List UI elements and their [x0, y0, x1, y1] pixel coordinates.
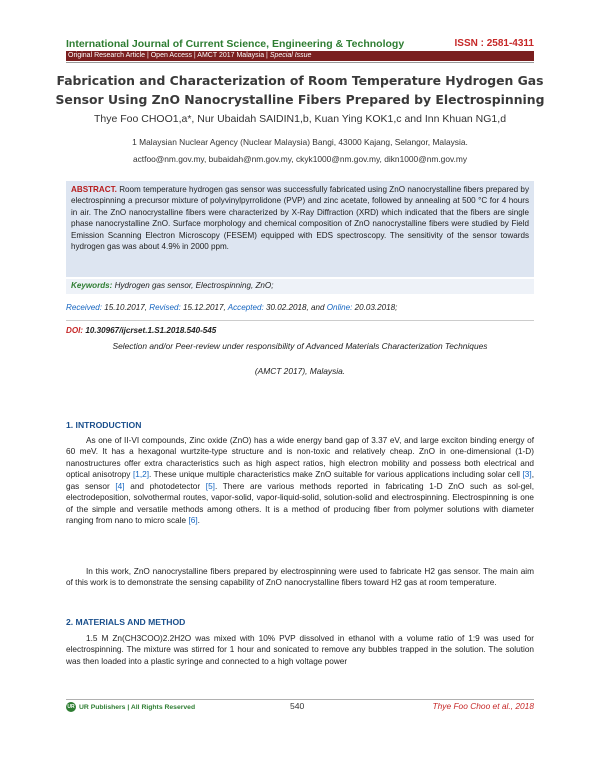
revised-date: 15.12.2017, — [180, 303, 226, 312]
abstract-text: Room temperature hydrogen gas sensor was successfully fabricated using ZnO nanocrystalline fibers prepared by electrospinning a precursor mixture of polyvinylpyrrolidone (PVP) and zinc acetate, followed by annealing at 500 °C for 4 hours in air. The ZnO nanocrystalline fibers were characterized by X-Ray Diffraction (XRD) which indicated that the fibers are single phase nanocrystalline ZnO. Surface morphology and chemical composition of ZnO nanocrystalline fibers were studied by Field Emission Scanning Electron Microscopy (FESEM) equipped with EDS spectroscopy. The sensitivity of the sensor towards hydrogen gas was about 4.9% in 2000 ppm. — [71, 185, 529, 252]
keywords-box — [66, 279, 534, 294]
intro-text-f: . — [197, 516, 200, 526]
methods-paragraph-1-text: 1.5 M Zn(CH3COO)2.2H2O was mixed with 10% PVP dissolved in ethanol with a volume ratio of 1:9 was used for electrospinning. The mixture was stirred for 1 hour and sonicated to remove any bubbles trapped in the solution. The solution was then loaded into a plastic syringe and connected to a high voltage power — [66, 634, 534, 666]
citation-1-2[interactable]: [1,2] — [132, 470, 150, 480]
publication-dates — [66, 303, 534, 312]
accepted-date: 30.02.2018, — [263, 303, 309, 312]
doi-label: DOI: — [66, 326, 84, 335]
methods-heading: 2. MATERIALS AND METHOD — [66, 617, 186, 627]
received-date: 15.10.2017, — [102, 303, 148, 312]
peer-review-note: Selection and/or Peer-review under responsibility of Advanced Materials Characterization Techniques — [112, 341, 488, 351]
intro-paragraph-1 — [66, 435, 534, 527]
abstract-box — [66, 181, 534, 277]
ribbon-main-text: Original Research Article | Open Access | AMCT 2017 Malaysia | — [68, 52, 270, 59]
citation-5[interactable]: [5] — [205, 481, 215, 491]
dates-and: and — [308, 303, 327, 312]
intro-text-b: . These unique multiple characteristics make ZnO suitable for various applications including solar cell — [149, 470, 523, 480]
publisher-logo-icon: UR — [67, 704, 75, 710]
article-type-ribbon — [66, 51, 534, 61]
revised-label: Revised: — [149, 303, 181, 312]
affiliation: 1 Malaysian Nuclear Agency (Nuclear Malaysia) Bangi, 43000 Kajang, Selangor, Malaysia. — [132, 137, 468, 147]
intro-text-c: , gas sensor — [66, 470, 534, 491]
intro-text-a: As one of II-VI compounds, Zinc oxide (ZnO) has a wide energy band gap of 3.37 eV, and large exciton binding energy of 60 meV. It has a hexagonal wurtzite-type structure and is non-toxic and relatively cheap. ZnO in one-dimensional (1-D) nanostructures offer extra characteristics such as high aspect ratios, high electron mobility and possess both electrical and optical anisotropy — [66, 436, 534, 480]
journal-name: International Journal of Current Science, Engineering & Technology — [66, 38, 405, 50]
intro-text-d: and photodetector — [124, 481, 206, 491]
accepted-label: Accepted: — [227, 303, 264, 312]
author-list: Thye Foo CHOO1,a*, Nur Ubaidah SAIDIN1,b, Kuan Ying KOK1,c and Inn Khuan NG1,d — [93, 113, 507, 125]
issn-label: ISSN : 2581-4311 — [454, 38, 534, 49]
abstract-label: ABSTRACT. — [71, 185, 117, 194]
dates-divider — [66, 320, 534, 321]
footer-divider — [66, 699, 534, 700]
ribbon-special-issue: Special Issue — [269, 52, 312, 59]
header-divider — [66, 62, 534, 63]
doi-line — [66, 326, 216, 335]
doi-link[interactable]: 10.30967/ijcrset.1.S1.2018.540-545 — [83, 326, 217, 335]
peer-review-note-cont: (AMCT 2017), Malaysia. — [254, 366, 346, 376]
citation-3[interactable]: [3] — [522, 470, 532, 480]
publisher-footer — [66, 702, 195, 712]
publisher-text: UR Publishers | All Rights Reserved — [79, 703, 196, 711]
intro-paragraph-2-text: In this work, ZnO nanocrystalline fibers prepared by electrospinning were used to fabricate H2 gas sensor. The main aim of this work is to demonstrate the sensing capability of ZnO nanocrystalline fibers toward H2 gas at room temperature. — [66, 567, 534, 588]
online-label: Online: — [326, 303, 353, 312]
author-emails: actfoo@nm.gov.my, bubaidah@nm.gov.my, ckyk1000@nm.gov.my, dikn1000@nm.gov.my — [132, 154, 468, 164]
methods-paragraph-1 — [66, 633, 534, 667]
citation-6[interactable]: [6] — [188, 516, 198, 526]
intro-heading: 1. INTRODUCTION — [66, 420, 142, 430]
running-author: Thye Foo Choo et al., 2018 — [432, 701, 534, 711]
page-number: 540 — [290, 701, 305, 711]
keywords-text: Hydrogen gas sensor, Electrospinning, ZnO; — [112, 281, 274, 290]
paper-title: Fabrication and Characterization of Room Temperature Hydrogen Gas Sensor Using ZnO Nanocrystalline Fibers Prepared by Electrospinning — [55, 73, 545, 107]
received-label: Received: — [66, 303, 102, 312]
online-date: 20.03.2018; — [352, 303, 398, 312]
citation-4[interactable]: [4] — [115, 481, 125, 491]
keywords-label: Keywords: — [71, 281, 113, 290]
intro-text-e: . There are various methods reported in fabricating 1-D ZnO such as sol-gel, electrodeposition, solvothermal routes, vapor-solid, vapor-liquid-solid, solution-solid and electrospinning. Electrospinning is one of the simple and versatile methods among others. It is a method of producing fiber from polymer solutions with diameter ranging from nano to micro scale — [66, 481, 534, 526]
intro-paragraph-2 — [66, 566, 534, 589]
